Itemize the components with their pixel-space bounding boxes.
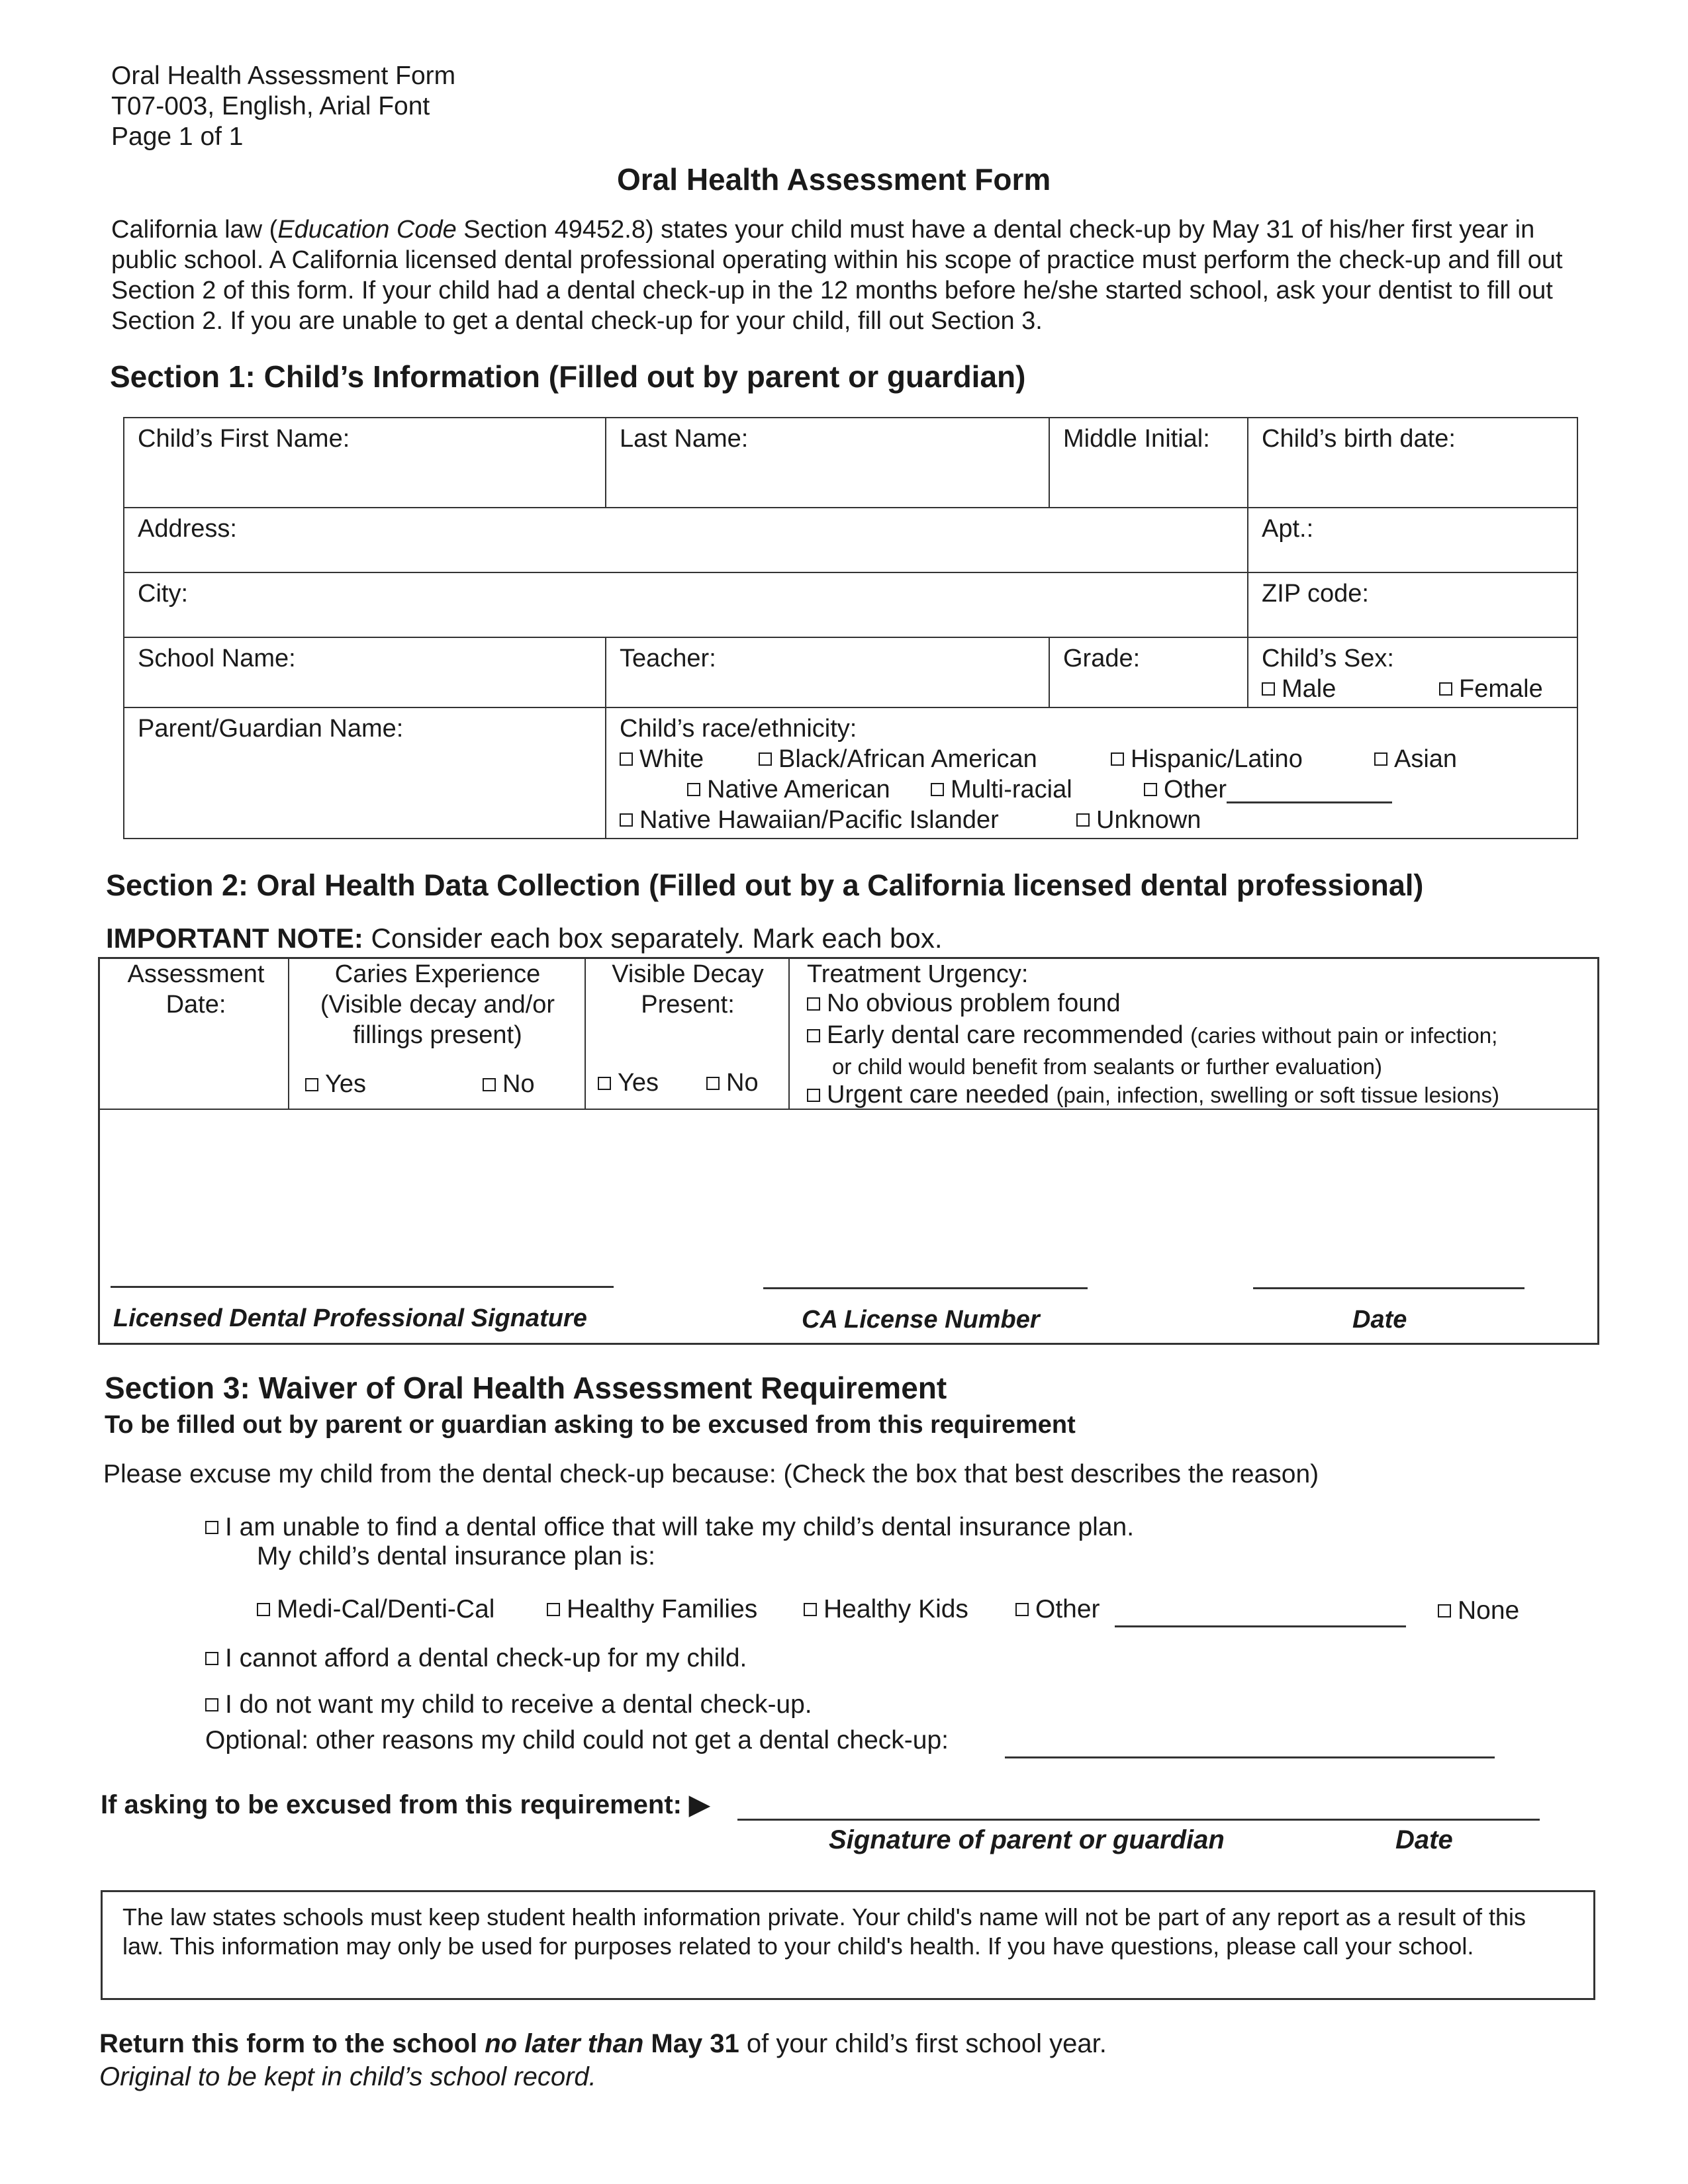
urgent-care-note: (pain, infection, swelling or soft tissue lesions) bbox=[1056, 1082, 1499, 1107]
female-label: Female bbox=[1459, 675, 1543, 703]
reason-notwant-label: I do not want my child to receive a dental check-up. bbox=[225, 1690, 812, 1719]
checkbox-icon bbox=[483, 1078, 496, 1091]
checkbox-icon bbox=[1374, 752, 1387, 766]
plan-label: My child’s dental insurance plan is: bbox=[257, 1542, 655, 1570]
section3-subheading: To be filled out by parent or guardian asking to be excused from this requirement bbox=[105, 1411, 1076, 1439]
sex-female-option[interactable] bbox=[1439, 674, 1543, 704]
reason-afford-label: I cannot afford a dental check-up for my child. bbox=[225, 1644, 747, 1672]
race-hispanic-label: Hispanic/Latino bbox=[1131, 745, 1303, 773]
section3-heading: Section 3: Waiver of Oral Health Assessment Requirement bbox=[105, 1371, 947, 1405]
early-care-note: (caries without pain or infection; bbox=[1190, 1023, 1498, 1048]
teacher-label: Teacher: bbox=[620, 645, 716, 672]
race-multi-label: Multi-racial bbox=[951, 776, 1072, 803]
parent-name-label: Parent/Guardian Name: bbox=[138, 715, 404, 743]
race-black-label: Black/African American bbox=[778, 745, 1037, 773]
reason-afford-option[interactable] bbox=[205, 1644, 747, 1673]
checkbox-icon bbox=[205, 1521, 218, 1534]
excuse-label bbox=[101, 1790, 710, 1820]
important-note-label: IMPORTANT NOTE: bbox=[106, 923, 363, 954]
zip-field[interactable] bbox=[1248, 572, 1577, 637]
checkbox-icon bbox=[257, 1603, 270, 1616]
parent-signature-line[interactable] bbox=[737, 1819, 1540, 1821]
checkbox-icon bbox=[305, 1078, 318, 1091]
return-a: Return this form to the school bbox=[99, 2029, 485, 2058]
checkbox-icon bbox=[804, 1603, 817, 1616]
parent-signature-label: Signature of parent or guardian bbox=[829, 1825, 1225, 1854]
middle-initial-label: Middle Initial: bbox=[1063, 425, 1210, 453]
return-b: no later than bbox=[485, 2029, 644, 2058]
race-black-option[interactable] bbox=[759, 744, 1037, 774]
caries-no-label: No bbox=[502, 1070, 535, 1098]
header-line-3: Page 1 of 1 bbox=[111, 122, 244, 151]
early-care-option[interactable] bbox=[807, 1021, 1497, 1050]
plan-none-label: None bbox=[1458, 1596, 1520, 1625]
intro-prefix: California law ( bbox=[111, 216, 278, 244]
reason-insurance-option[interactable] bbox=[205, 1513, 1134, 1542]
race-asian-label: Asian bbox=[1394, 745, 1458, 773]
sex-field bbox=[1248, 637, 1577, 707]
decay-no-option[interactable] bbox=[706, 1069, 759, 1097]
section2-heading: Section 2: Oral Health Data Collection (Filled out by a California licensed dental professional) bbox=[106, 868, 1424, 902]
checkbox-icon bbox=[1438, 1604, 1451, 1617]
return-instruction bbox=[99, 2029, 1107, 2059]
decay-label: Visible Decay Present: bbox=[612, 960, 764, 1019]
privacy-text: The law states schools must keep student health information private. Your child's name will not be part of any report as a result of this law. This information may only be used for purposes related to your child's health. If you have questions, please call your school. bbox=[122, 1903, 1526, 1960]
race-white-label: White bbox=[639, 745, 704, 773]
urgent-care-option[interactable] bbox=[807, 1081, 1499, 1109]
caries-no-option[interactable] bbox=[483, 1070, 535, 1099]
plan-healthy-kids-option[interactable] bbox=[804, 1595, 968, 1624]
intro-rest: Section 49452.8) states your child must have a dental check-up by May 31 of his/her first year in public school. A California licensed dental professional operating within his scope of practice must perform the check-up and fill out Section 2 of this form. If your child had a dental check-up in the 12 months before he/she started school, ask your dentist to fill out Section 2. If you are unable to get a dental check-up for your child, fill out Section 3. bbox=[111, 216, 1563, 335]
checkbox-icon bbox=[205, 1698, 218, 1711]
zip-label: ZIP code: bbox=[1262, 580, 1369, 608]
plan-healthy-families-label: Healthy Families bbox=[567, 1595, 758, 1623]
grade-field[interactable] bbox=[1049, 637, 1248, 707]
return-c: May 31 bbox=[643, 2029, 739, 2058]
sex-male-option[interactable] bbox=[1262, 674, 1336, 704]
apt-field[interactable] bbox=[1248, 508, 1577, 572]
page-title: Oral Health Assessment Form bbox=[617, 162, 1051, 197]
intro-paragraph bbox=[111, 214, 1594, 336]
date-label: Date bbox=[1352, 1306, 1407, 1334]
race-native-american-label: Native American bbox=[707, 776, 890, 803]
plan-medi-label: Medi-Cal/Denti-Cal bbox=[277, 1595, 495, 1623]
original-record-note: Original to be kept in child’s school record. bbox=[99, 2062, 596, 2091]
header-line-1: Oral Health Assessment Form bbox=[111, 62, 456, 90]
decay-yes-option[interactable] bbox=[598, 1069, 659, 1097]
no-problem-option[interactable] bbox=[807, 989, 1121, 1018]
assessment-date-label: Assessment Date: bbox=[127, 960, 265, 1019]
date-line[interactable] bbox=[1253, 1287, 1524, 1289]
plan-healthy-families-option[interactable] bbox=[547, 1595, 757, 1624]
signature-line[interactable] bbox=[111, 1286, 614, 1288]
checkbox-icon bbox=[1144, 783, 1157, 796]
race-asian-option[interactable] bbox=[1374, 744, 1457, 774]
caries-yes-label: Yes bbox=[325, 1070, 366, 1098]
checkbox-icon bbox=[620, 813, 633, 827]
plan-none-option[interactable] bbox=[1438, 1596, 1519, 1625]
male-label: Male bbox=[1282, 675, 1336, 703]
license-line[interactable] bbox=[763, 1287, 1088, 1289]
checkbox-icon bbox=[1111, 752, 1124, 766]
plan-other-label: Other bbox=[1035, 1595, 1100, 1623]
checkbox-icon bbox=[931, 783, 944, 796]
decay-yes-label: Yes bbox=[618, 1069, 659, 1097]
race-unknown-label: Unknown bbox=[1096, 806, 1201, 834]
caries-label: Caries Experience (Visible decay and/or fillings present) bbox=[320, 960, 555, 1049]
race-hawaiian-label: Native Hawaiian/Pacific Islander bbox=[639, 806, 999, 834]
address-label: Address: bbox=[138, 515, 237, 543]
race-hispanic-option[interactable] bbox=[1111, 744, 1303, 774]
intro-code: Education Code bbox=[277, 216, 457, 244]
sex-label: Child’s Sex: bbox=[1262, 645, 1394, 672]
checkbox-icon bbox=[807, 997, 820, 1011]
early-care-note-2: or child would benefit from sealants or further evaluation) bbox=[832, 1054, 1382, 1079]
school-field[interactable] bbox=[124, 637, 606, 707]
signature-label: Licensed Dental Professional Signature bbox=[113, 1304, 587, 1332]
race-white-option[interactable] bbox=[620, 744, 704, 774]
race-unknown-option[interactable] bbox=[1076, 805, 1201, 835]
early-care-label: Early dental care recommended bbox=[827, 1021, 1184, 1049]
race-other-label: Other bbox=[1164, 776, 1227, 803]
city-label: City: bbox=[138, 580, 188, 608]
address-field[interactable] bbox=[124, 508, 1248, 572]
checkbox-icon bbox=[1262, 682, 1275, 696]
caries-yes-option[interactable] bbox=[305, 1070, 366, 1099]
urgent-care-label: Urgent care needed bbox=[827, 1081, 1049, 1109]
divider bbox=[288, 959, 289, 1109]
divider bbox=[585, 959, 586, 1109]
checkbox-icon bbox=[1439, 682, 1452, 696]
urgency-label: Treatment Urgency: bbox=[807, 960, 1029, 988]
checkbox-icon bbox=[547, 1603, 560, 1616]
last-name-field[interactable] bbox=[606, 418, 1049, 508]
checkbox-icon bbox=[1076, 813, 1090, 827]
excuse-text: If asking to be excused from this requirement: bbox=[101, 1790, 682, 1819]
checkbox-icon bbox=[687, 783, 700, 796]
section1-table bbox=[123, 417, 1578, 839]
checkbox-icon bbox=[598, 1077, 611, 1090]
plan-healthy-kids-label: Healthy Kids bbox=[823, 1595, 968, 1623]
plan-other-option[interactable] bbox=[1015, 1595, 1100, 1624]
middle-initial-field[interactable] bbox=[1049, 418, 1248, 508]
race-hawaiian-option[interactable] bbox=[620, 805, 999, 835]
section2-box bbox=[98, 957, 1599, 1345]
important-note-text: Consider each box separately. Mark each box. bbox=[363, 923, 943, 954]
parent-date-label: Date bbox=[1395, 1825, 1453, 1854]
section1-heading: Section 1: Child’s Information (Filled out by parent or guardian) bbox=[110, 359, 1026, 394]
form-header bbox=[111, 61, 455, 152]
checkbox-icon bbox=[759, 752, 772, 766]
license-label: CA License Number bbox=[802, 1306, 1040, 1334]
important-note bbox=[106, 923, 943, 954]
checkbox-icon bbox=[807, 1089, 820, 1102]
parent-name-field[interactable] bbox=[124, 707, 606, 839]
birth-date-label: Child’s birth date: bbox=[1262, 425, 1456, 453]
race-label: Child’s race/ethnicity: bbox=[620, 715, 857, 743]
plan-medi-option[interactable] bbox=[257, 1595, 494, 1624]
birth-date-field[interactable] bbox=[1248, 418, 1577, 508]
race-other-input[interactable] bbox=[1227, 776, 1392, 803]
race-multi-option[interactable] bbox=[931, 774, 1072, 805]
grade-label: Grade: bbox=[1063, 645, 1141, 672]
checkbox-icon bbox=[205, 1652, 218, 1665]
divider bbox=[788, 959, 790, 1109]
decay-no-label: No bbox=[726, 1069, 759, 1097]
first-name-label: Child’s First Name: bbox=[138, 425, 350, 453]
checkbox-icon bbox=[706, 1077, 720, 1090]
race-native-american-option[interactable] bbox=[687, 774, 890, 805]
checkbox-icon bbox=[807, 1029, 820, 1042]
last-name-label: Last Name: bbox=[620, 425, 749, 453]
return-d: of your child’s first school year. bbox=[739, 2029, 1107, 2058]
optional-reason-label: Optional: other reasons my child could not get a dental check-up: bbox=[205, 1726, 949, 1754]
checkbox-icon bbox=[1015, 1603, 1029, 1616]
race-field bbox=[606, 707, 1577, 839]
city-field[interactable] bbox=[124, 572, 1248, 637]
apt-label: Apt.: bbox=[1262, 515, 1314, 543]
race-other-option[interactable] bbox=[1144, 774, 1392, 805]
school-label: School Name: bbox=[138, 645, 296, 672]
privacy-notice bbox=[101, 1890, 1595, 2000]
reason-insurance-label: I am unable to find a dental office that will take my child’s dental insurance plan. bbox=[225, 1513, 1135, 1541]
excuse-instruction: Please excuse my child from the dental check-up because: (Check the box that best describes the reason) bbox=[103, 1460, 1319, 1488]
arrow-right-icon: ▶ bbox=[689, 1790, 710, 1819]
teacher-field[interactable] bbox=[606, 637, 1049, 707]
checkbox-icon bbox=[620, 752, 633, 766]
header-line-2: T07-003, English, Arial Font bbox=[111, 92, 430, 120]
no-problem-label: No obvious problem found bbox=[827, 989, 1121, 1017]
first-name-field[interactable] bbox=[124, 418, 606, 508]
plan-other-input[interactable] bbox=[1115, 1625, 1406, 1627]
optional-reason-input[interactable] bbox=[1005, 1756, 1495, 1758]
reason-notwant-option[interactable] bbox=[205, 1690, 812, 1719]
